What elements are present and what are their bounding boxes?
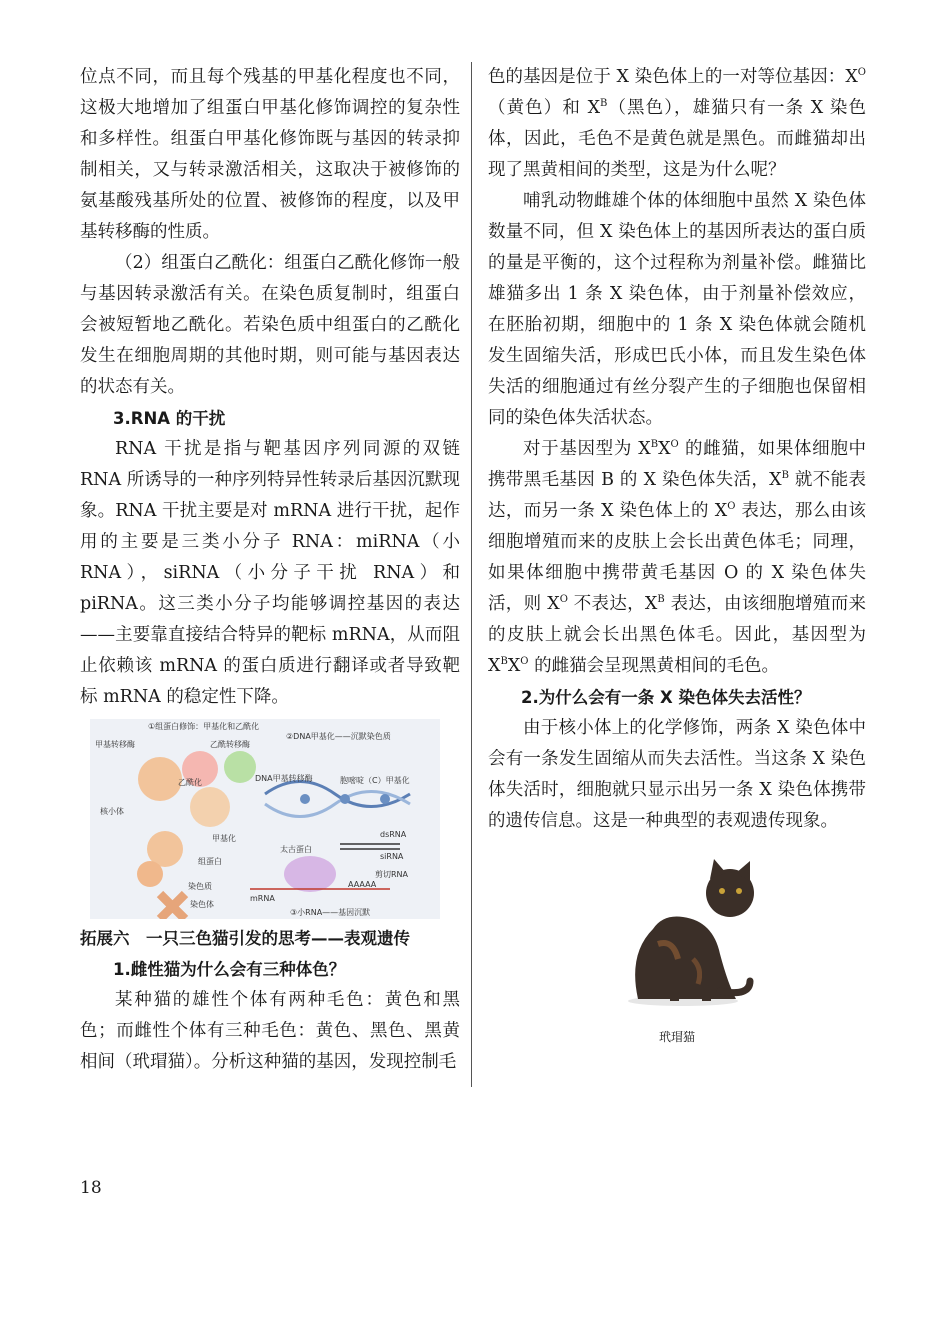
- column-divider: [471, 62, 472, 1087]
- paragraph-x-alleles: 色的基因是位于 X 染色体上的一对等位基因：$X^O$（黄色）和 $X^B$（黑色），雄猫只有一条 X 染色体，因此，毛色不是黄色就是黑色。而雌猫却出现了黑黄相间的类型，这是为什么呢？: [488, 67, 866, 180]
- cat-body: [635, 917, 736, 1000]
- left-column: [80, 62, 460, 1078]
- label-cytosine-methylation: 胞嘧啶（C）甲基化: [340, 776, 410, 785]
- cat-image: [488, 859, 866, 1009]
- paragraph-x-inactivation: 由于核小体上的化学修饰，两条 X 染色体中会有一条发生固缩从而失去活性。当这条 X 染色体失活时，细胞就只显示出另一条 X 染色体携带的遗传信息。这是一种典型的表观遗传现象。: [488, 718, 866, 831]
- epigenetics-diagram-svg: [90, 719, 440, 919]
- paragraph-methylation: 位点不同，而且每个残基的甲基化程度也不同，这极大地增加了组蛋白甲基化修饰调控的复杂性和多样性。组蛋白甲基化修饰既与基因的转录抑制相关，又与转录激活相关，这取决于被修饰的氨基酸残基所处的位置、被修饰的程度，以及甲基转移酶的性质。: [80, 67, 460, 242]
- question-two: 2.为什么会有一条 X 染色体失去活性？: [521, 688, 811, 707]
- label-sirna: siRNA: [380, 852, 404, 861]
- label-acetylation: 乙酰化: [178, 778, 202, 787]
- label-nucleosome: 核小体: [100, 807, 124, 816]
- label-methylation: 甲基化: [212, 834, 236, 843]
- label-acetyltransferase: 乙酰转移酶: [210, 740, 250, 749]
- cat-caption: 玳瑁猫: [658, 1030, 695, 1044]
- chromatin-shape-2: [137, 861, 163, 887]
- heading-rna-interference: 3.RNA 的干扰: [113, 409, 226, 428]
- label-chromatin: 染色质: [188, 882, 212, 891]
- question-one: 1.雌性猫为什么会有三种体色？: [113, 960, 346, 979]
- nucleosome-shape: [138, 757, 182, 801]
- rna-complex-shape: [284, 856, 336, 892]
- extension-six-title: 拓展六 一只三色猫引发的思考——表观遗传: [80, 929, 410, 948]
- label-small-rna-silencing: ③小RNA——基因沉默: [290, 908, 371, 917]
- paragraph-cat-colors: 某种猫的雄性个体有两种毛色：黄色和黑色；而雌性个体有三种毛色：黄色、黑色、黑黄相间（玳瑁猫）。分析这种猫的基因，发现控制毛: [80, 990, 460, 1072]
- paragraph-rna-interference: RNA 干扰是指与靶基因序列同源的双链 RNA 所诱导的一种序列特异性转录后基因沉默现象。RNA 干扰主要是对 mRNA 进行干扰，起作用的主要是三类小分子 RNA：miRNA（小 RNA），siRNA（小分子干扰 RNA）和 piRNA。这三类小分子均能够调控基因的表达——主要靠直接结合特异的靶标 mRNA，从而阻止依赖该 mRNA 的蛋白质进行翻译或者导致靶标 mRNA 的稳定性下降。: [80, 439, 460, 707]
- label-polya: AAAAA: [348, 880, 377, 889]
- right-column: [488, 62, 867, 1044]
- enzyme-shape: [224, 751, 256, 783]
- label-cleaved-rna: 剪切RNA: [375, 870, 409, 879]
- paragraph-acetylation: （2）组蛋白乙酰化：组蛋白乙酰化修饰一般与基因转录激活有关。在染色质复制时，组蛋白会被短暂地乙酰化。若染色质中组蛋白的乙酰化发生在细胞周期的其他时期，则可能与基因表达的状态有关。: [80, 253, 460, 397]
- label-histone-modification: ①组蛋白修饰：甲基化和乙酰化: [148, 722, 260, 731]
- paragraph-dosage-compensation: 哺乳动物雌雄个体的体细胞中虽然 X 染色体数量不同，但 X 染色体上的基因所表达的蛋白质的量是平衡的，这个过程称为剂量补偿。雌猫比雄猫多出 1 条 X 染色体，由于剂量补偿效应，在胚胎初期，细胞中的 1 条 X 染色体就会随机发生固缩失活，形成巴氏小体，而且发生染色体失活的细胞通过有丝分裂产生的子细胞也保留相同的染色体失活状态。: [488, 191, 866, 428]
- label-chromosome: 染色体: [190, 900, 214, 909]
- tortoiseshell-cat-figure: [488, 859, 866, 1044]
- label-dsrna: dsRNA: [380, 830, 407, 839]
- label-archaeal-protein: 太古蛋白: [280, 845, 312, 854]
- nucleosome-shape-2: [190, 787, 230, 827]
- epigenetics-diagram: [90, 719, 440, 919]
- label-histone: 组蛋白: [198, 857, 222, 866]
- label-mrna: mRNA: [250, 894, 275, 903]
- paragraph-genotype-explanation: 对于基因型为 $X^BX^O$ 的雌猫，如果体细胞中携带黑毛基因 B 的 X 染色体失活，$X^B$ 就不能表达，而另一条 X 染色体上的 $X^O$ 表达，那么由该细胞增殖而来的皮肤上会长出黄色体毛；同理，如果体细胞中携带黄毛基因 O 的 X 染色体失活，则 $X^O$ 不表达，$X^B$ 表达，由该细胞增殖而来的皮肤上就会长出黑色体毛。因此，基因型为 $X^BX^O$ 的雌猫会呈现黑黄相间的毛色。: [488, 439, 867, 676]
- label-methyltransferase: 甲基转移酶: [95, 740, 135, 749]
- label-dna-methylation: ②DNA甲基化——沉默染色质: [286, 732, 391, 741]
- page-number: 18: [80, 1178, 102, 1198]
- label-dna-methyltransferase: DNA甲基转移酶: [255, 774, 313, 783]
